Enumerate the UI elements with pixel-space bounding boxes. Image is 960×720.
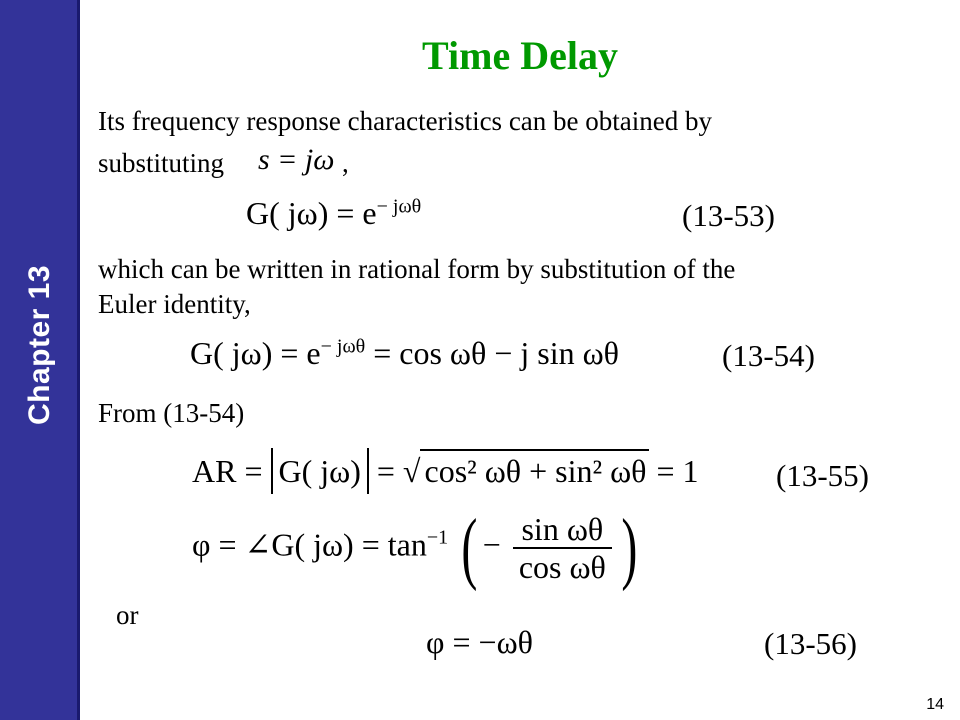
paragraph-intro-line1: Its frequency response characteristics can be obtained by: [98, 106, 712, 136]
slide-title: Time Delay: [422, 33, 618, 78]
equation-13-56: φ = −ωθ: [426, 624, 533, 660]
chapter-label: Chapter 13: [23, 264, 56, 426]
equation-number-13-54: (13-54): [722, 338, 815, 373]
equation-number-13-56: (13-56): [764, 626, 857, 661]
equation-13-54-lhs: G( jω) = e: [190, 335, 321, 371]
chapter-sidebar: [0, 0, 80, 720]
equals-sign: =: [376, 453, 395, 489]
abs-value-content: G( jω): [278, 453, 361, 489]
paragraph-euler-line1: which can be written in rational form by substitution of the: [98, 254, 736, 284]
equals-one: = 1: [656, 453, 699, 489]
amplitude-ratio-label: AR =: [192, 453, 263, 489]
equation-13-53-exponent: − jωθ: [376, 195, 422, 218]
paragraph-euler: [98, 252, 735, 322]
equation-13-53: [246, 195, 421, 232]
paragraph-intro: [98, 104, 712, 139]
or-label: or: [116, 600, 139, 630]
equation-13-54-rhs: = cos ωθ − j sin ωθ: [373, 335, 619, 371]
phase-lhs: φ = ∠G( jω) = tan: [192, 526, 427, 563]
square-root-content: cos² ωθ + sin² ωθ: [420, 449, 648, 490]
right-paren-icon: ): [621, 504, 638, 592]
fraction-numerator: sin ωθ: [513, 511, 612, 549]
equation-13-54-exponent: − jωθ: [320, 335, 366, 358]
phase-fraction: [513, 511, 612, 585]
inverse-exponent: −1: [426, 526, 449, 549]
equation-13-54: [190, 335, 619, 372]
paragraph-euler-line2: Euler identity,: [98, 289, 251, 319]
equation-number-13-55: (13-55): [776, 458, 869, 493]
equation-phase: [192, 504, 643, 592]
paragraph-intro-line2: substituting: [98, 148, 225, 178]
fraction-denominator: cos ωθ: [518, 549, 606, 585]
paragraph-intro-line2-wrap: [98, 146, 224, 181]
phase-minus: −: [482, 526, 501, 563]
equation-13-55: [192, 448, 699, 494]
abs-value: [271, 448, 369, 494]
comma: ,: [342, 148, 349, 178]
page-number: 14: [926, 696, 944, 713]
equation-number-13-53: (13-53): [682, 198, 775, 233]
square-root: √ cos² ωθ + sin² ωθ: [403, 449, 649, 490]
left-paren-icon: (: [461, 504, 478, 592]
substitution-expression: s = jω: [258, 143, 335, 176]
equation-13-53-lhs: G( jω) = e: [246, 195, 377, 231]
from-label: From (13-54): [98, 398, 245, 428]
